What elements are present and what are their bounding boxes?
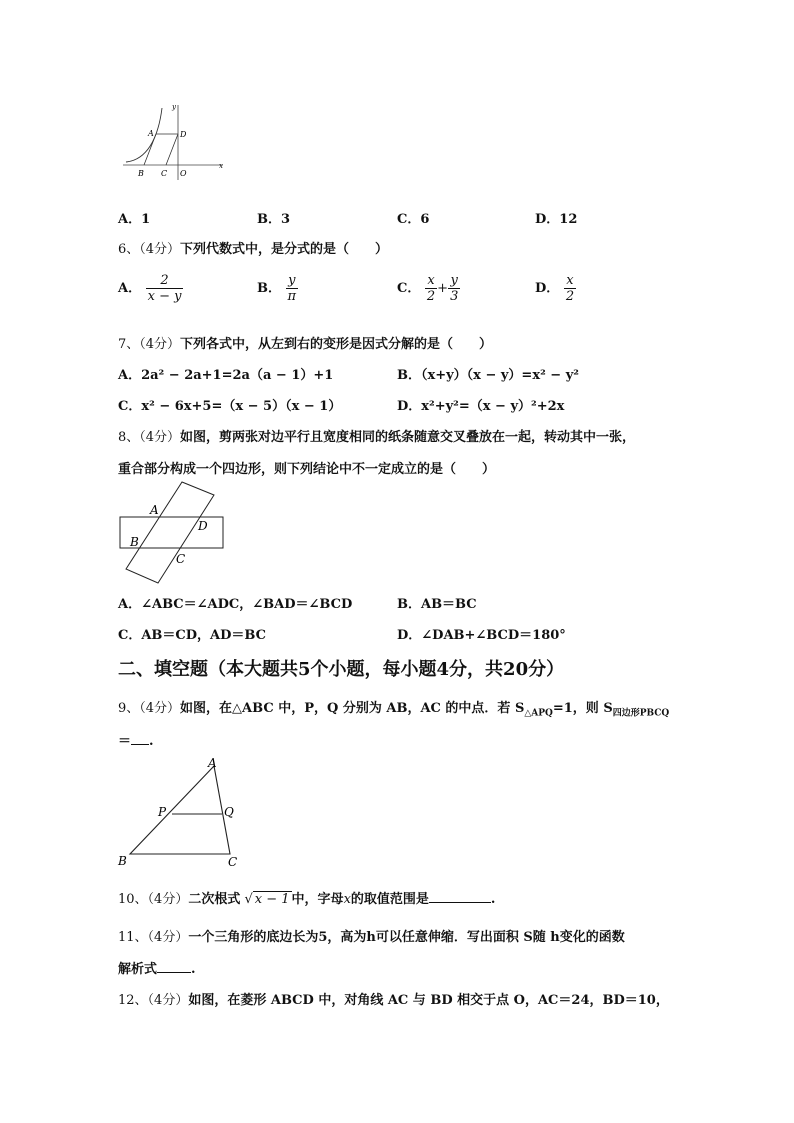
q6-c-numerator-2: y [448, 273, 460, 289]
q6-stem: 下列代数式中，是分式的是（ ） [180, 242, 389, 257]
q6-option-c[interactable] [397, 273, 460, 304]
q6-d-numerator: x [564, 273, 576, 289]
q9-label-b: B [118, 854, 127, 868]
q5-option-c[interactable]: C．6 [397, 212, 430, 227]
q9-number: 9、（4分） [118, 701, 181, 716]
q9-end: . [149, 734, 154, 749]
q6-option-c-fraction-1 [425, 273, 437, 304]
q7-option-b[interactable]: B．（x+y）（x − y）=x² − y² [397, 368, 579, 383]
q10-stem-pre: 二次根式 [188, 892, 241, 907]
q6-a-numerator: 2 [146, 273, 184, 289]
q6-option-a[interactable] [118, 273, 183, 304]
q9-sub-pbcq: 四边形PBCQ [612, 708, 670, 719]
q9-label-p: P [158, 805, 167, 819]
q5-option-b[interactable]: B．3 [257, 212, 291, 227]
q7-question [118, 333, 492, 352]
q6-option-b-fraction [286, 273, 299, 304]
q6-question [118, 238, 388, 257]
q6-option-b[interactable] [257, 273, 298, 304]
q10-answer-blank[interactable] [429, 902, 491, 903]
sqrt-icon: √ [244, 892, 253, 907]
q6-option-a-label: A． [118, 281, 142, 296]
q9-equals: ＝ [118, 734, 132, 749]
q8-stem-line-2: 重合部分构成一个四边形，则下列结论中不一定成立的是（ ） [118, 462, 496, 477]
q9-mid: =1，则 S [552, 701, 613, 716]
q6-option-b-label: B． [257, 281, 281, 296]
q7-option-a[interactable]: A．2a² − 2a+1=2a（a − 1）+1 [118, 368, 334, 383]
q7-option-c[interactable]: C．x² − 6x+5=（x − 5）（x − 1） [118, 399, 342, 414]
q8-label-c: C [176, 552, 186, 566]
q11-number: 11、（4分） [118, 930, 189, 945]
q5-label-c: C [161, 169, 168, 178]
q6-option-d-label: D． [535, 281, 560, 296]
q6-option-d[interactable] [535, 273, 576, 304]
q6-a-denominator: x − y [147, 289, 182, 304]
q8-number: 8、（4分） [118, 430, 181, 445]
q10-end: . [490, 892, 496, 907]
q12-question [118, 989, 669, 1008]
q8-label-a: A [150, 503, 159, 517]
q9-answer-blank[interactable] [131, 744, 149, 745]
q5-label-a: A [148, 129, 154, 138]
q9-question [118, 697, 669, 719]
q7-number: 7、（4分） [118, 337, 181, 352]
q6-d-denominator: 2 [565, 289, 575, 304]
q6-c-plus: + [437, 281, 449, 296]
q9-figure [116, 754, 246, 870]
section-2-title: 二、填空题（本大题共5个小题，每小题4分，共20分） [118, 659, 565, 680]
q9-label-q: Q [224, 805, 234, 819]
q11-question-line-2 [118, 958, 196, 977]
q8-option-c[interactable]: C．AB＝CD，AD＝BC [118, 628, 266, 643]
q7-stem: 下列各式中，从左到右的变形是因式分解的是（ ） [180, 337, 493, 352]
q9-sub-apq: △APQ [524, 708, 553, 719]
q10-radical [244, 892, 291, 907]
q9-label-c: C [228, 855, 238, 869]
q6-c-denominator-1: 2 [426, 289, 436, 304]
q11-answer-blank[interactable] [157, 972, 191, 973]
q8-option-b[interactable]: B．AB＝BC [397, 597, 477, 612]
q10-question [118, 888, 495, 907]
q8-figure [116, 478, 228, 586]
q8-label-d: D [198, 519, 208, 533]
q11-question-line-1 [118, 926, 625, 945]
q8-option-a[interactable]: A．∠ABC＝∠ADC，∠BAD＝∠BCD [118, 597, 353, 612]
q9-label-a: A [208, 756, 217, 770]
q5-label-y: y [172, 103, 176, 111]
q6-b-numerator: y [286, 273, 299, 289]
q6-option-d-fraction [564, 273, 576, 304]
q12-stem: 如图，在菱形 ABCD 中，对角线 AC 与 BD 相交于点 O，AC＝24，BD＝10， [188, 993, 669, 1008]
q6-option-c-label: C． [397, 281, 421, 296]
q5-label-x: x [219, 162, 223, 170]
q6-c-denominator-2: 3 [450, 289, 459, 304]
q7-option-d[interactable]: D．x²+y²=（x − y）²+2x [397, 399, 565, 414]
q8-stem-line-1: 如图，剪两张对边平行且宽度相同的纸条随意交叉叠放在一起，转动其中一张， [180, 430, 636, 445]
q6-option-a-fraction [146, 273, 184, 304]
q8-option-d[interactable]: D．∠DAB+∠BCD＝180° [397, 628, 566, 643]
q11-stem-line-1: 一个三角形的底边长为5，高为h可以任意伸缩．写出面积 S随 h变化的函数 [188, 930, 625, 945]
q8-question-line-1 [118, 426, 635, 445]
q10-radicand: x − 1 [254, 892, 290, 907]
q6-option-c-fraction-2 [448, 273, 460, 304]
q5-figure [118, 100, 228, 182]
q5-option-a[interactable]: A．1 [118, 212, 151, 227]
q8-label-b: B [130, 535, 139, 549]
q10-stem-mid: 中，字母 [291, 892, 344, 907]
q6-c-numerator-1: x [425, 273, 437, 289]
q9-stem: 如图，在△ABC 中，P，Q 分别为 AB，AC 的中点．若 S [180, 701, 525, 716]
q10-var: x [343, 892, 351, 907]
q10-stem-post: 的取值范围是 [350, 892, 429, 907]
q10-number: 10、（4分） [118, 892, 189, 907]
q5-option-d[interactable]: D．12 [535, 212, 578, 227]
q5-label-o: O [180, 169, 187, 178]
q11-stem-line-2: 解析式 [118, 962, 158, 977]
q11-end: . [191, 962, 196, 977]
q9-answer-line [118, 730, 154, 749]
q6-b-denominator: π [287, 289, 297, 304]
q12-number: 12、（4分） [118, 993, 189, 1008]
q5-label-d: D [180, 130, 187, 139]
q6-number: 6、（4分） [118, 242, 181, 257]
q5-label-b: B [138, 169, 144, 178]
